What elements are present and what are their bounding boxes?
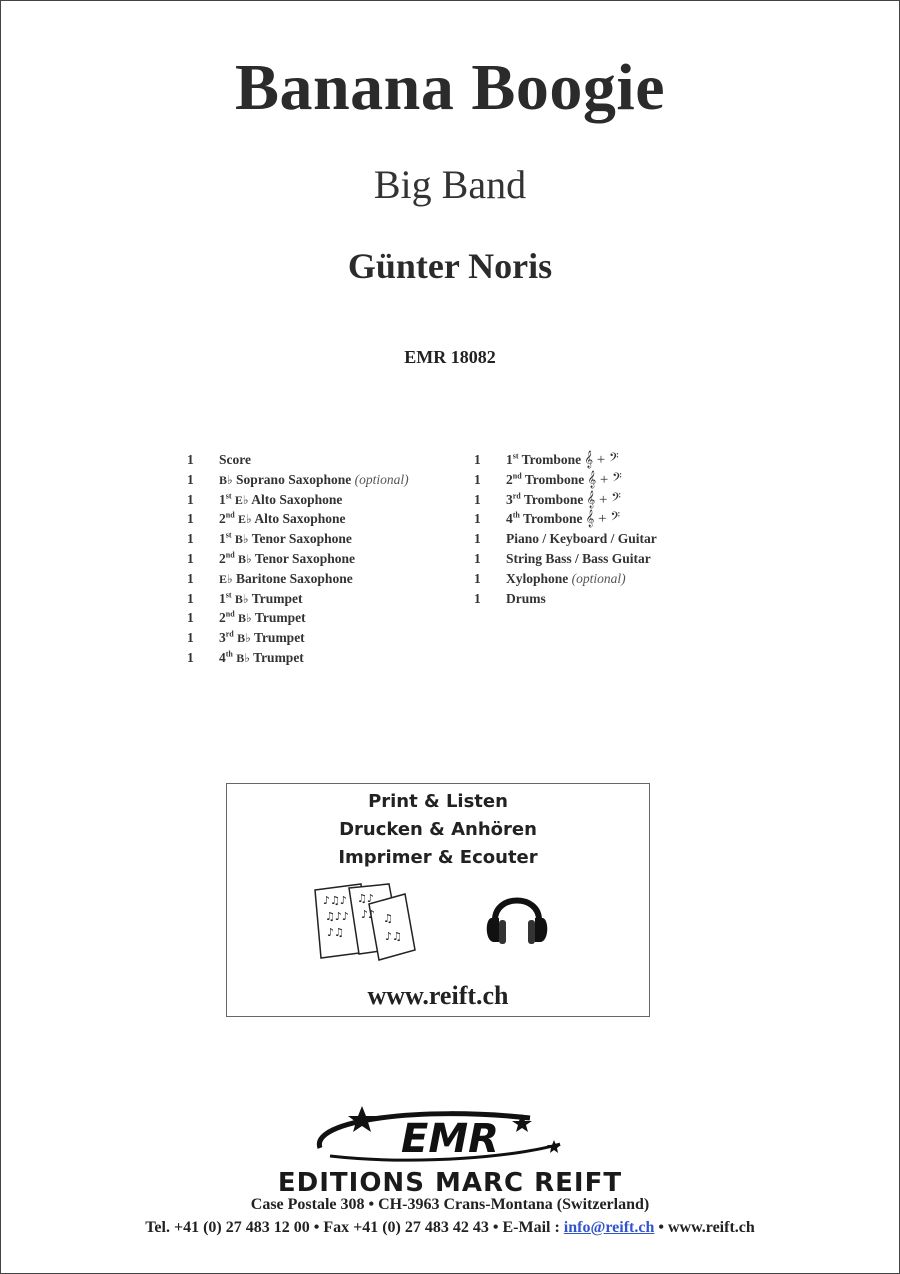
promo-line-french: Imprimer & Ecouter (338, 847, 538, 868)
part-quantity: 1 (474, 511, 481, 527)
clef-icon: 𝄞 + 𝄢 (587, 471, 622, 488)
part-label: Alto Saxophone (251, 491, 343, 507)
part-label: Drums (506, 590, 546, 606)
part-key: B♭ (234, 591, 249, 606)
part-label: Tenor Saxophone (254, 550, 356, 566)
part-ordinal: st (225, 530, 232, 540)
part-quantity: 1 (187, 511, 194, 527)
part-quantity: 1 (187, 610, 194, 626)
parts-list-left (187, 450, 457, 668)
part-ordinal: st (225, 491, 232, 501)
part-ordinal: st (512, 451, 519, 461)
contact-phone-fax: Tel. +41 (0) 27 483 12 00 • Fax +41 (0) 27 483 42 43 • E-Mail : (145, 1219, 564, 1236)
part-quantity: 1 (187, 491, 194, 507)
publisher-name: EDITIONS MARC REIFT (277, 1168, 623, 1198)
part-number: 4 (219, 649, 226, 665)
email-link[interactable]: info@reift.ch (563, 1219, 655, 1236)
promo-line-english: Print & Listen (368, 791, 508, 812)
part-number: 3 (506, 491, 513, 507)
part-key: E♭ (238, 512, 252, 527)
part-quantity: 1 (474, 570, 481, 586)
part-label: Xylophone (506, 570, 569, 586)
part-row (187, 569, 457, 589)
part-quantity: 1 (474, 491, 481, 507)
part-key: E♭ (219, 571, 233, 586)
part-quantity: 1 (187, 452, 194, 467)
part-label: Trombone (524, 471, 585, 487)
part-quantity: 1 (187, 550, 194, 566)
part-row (187, 490, 457, 510)
part-label: Trombone (523, 511, 583, 527)
part-label: Trumpet (254, 610, 306, 626)
part-quantity: 1 (187, 649, 194, 665)
clef-icon: 𝄞 + 𝄢 (584, 452, 619, 468)
print-listen-box (226, 783, 650, 1017)
svg-text:♫: ♫ (383, 912, 393, 925)
part-number: 2 (219, 550, 226, 566)
part-label: Trumpet (253, 630, 305, 646)
part-row (187, 470, 457, 490)
svg-text:♪♫: ♪♫ (385, 930, 402, 943)
promo-website[interactable]: www.reift.ch (367, 981, 509, 1010)
promo-line-german: Drucken & Anhören (339, 819, 537, 840)
part-ordinal: nd (225, 550, 235, 560)
part-number: 2 (219, 610, 226, 626)
catalog-number: EMR 18082 (404, 347, 496, 367)
part-ordinal: th (512, 510, 520, 520)
part-label: Piano / Keyboard / Guitar (506, 531, 657, 547)
part-row (187, 608, 457, 628)
part-label: Trombone (523, 491, 584, 507)
contact-website[interactable]: • www.reift.ch (654, 1219, 755, 1236)
part-quantity: 1 (187, 590, 194, 606)
part-row (474, 549, 734, 569)
part-label: Trombone (521, 452, 582, 467)
part-row (474, 450, 734, 470)
part-ordinal: rd (512, 491, 521, 501)
part-number: 2 (506, 471, 513, 487)
part-quantity: 1 (187, 570, 194, 586)
part-optional-note: (optional) (354, 471, 409, 487)
part-ordinal: rd (225, 629, 234, 639)
svg-text:♪♫: ♪♫ (327, 926, 344, 939)
part-label: Soprano Saxophone (236, 471, 352, 487)
part-row (474, 490, 734, 510)
part-number: 1 (219, 590, 226, 606)
clef-icon: 𝄞 + 𝄢 (586, 491, 621, 508)
clef-icon: 𝄞 + 𝄢 (585, 511, 621, 528)
part-row (187, 509, 457, 529)
part-quantity: 1 (187, 630, 194, 646)
part-row (474, 569, 734, 589)
svg-text:♪♪: ♪♪ (361, 908, 376, 921)
part-quantity: 1 (187, 531, 194, 547)
part-label: Trumpet (253, 649, 304, 665)
part-ordinal: th (225, 649, 233, 659)
part-key: E♭ (234, 492, 249, 507)
part-ordinal: nd (225, 510, 235, 520)
part-row (187, 628, 457, 648)
svg-text:♫♪: ♫♪ (357, 892, 374, 905)
part-optional-note: (optional) (571, 570, 626, 586)
piece-title: Banana Boogie (234, 51, 666, 124)
part-label: String Bass / Bass Guitar (506, 550, 651, 566)
part-key: B♭ (219, 472, 233, 487)
part-quantity: 1 (187, 471, 194, 487)
part-key: B♭ (234, 532, 249, 547)
publisher-address: Case Postale 308 • CH-3963 Crans-Montana (Switzerland) (250, 1196, 650, 1213)
part-number: 1 (506, 452, 513, 467)
part-row (474, 470, 734, 490)
publisher-contact (0, 1219, 900, 1237)
headphones-icon (485, 880, 549, 950)
part-ordinal: nd (225, 609, 235, 619)
part-number: 4 (506, 511, 513, 527)
sheet-music-icon (309, 882, 419, 962)
part-row (474, 529, 734, 549)
part-row (474, 509, 734, 529)
part-label: Baritone Saxophone (236, 570, 353, 586)
part-ordinal: st (225, 590, 232, 600)
part-number: 1 (219, 491, 226, 507)
part-label: Tenor Saxophone (251, 531, 352, 547)
part-row (187, 450, 457, 470)
part-number: 2 (219, 511, 226, 527)
part-row (474, 589, 734, 609)
part-quantity: 1 (474, 452, 481, 467)
part-row (187, 549, 457, 569)
svg-text:♫♪♪: ♫♪♪ (325, 910, 349, 923)
part-label: Score (219, 452, 251, 467)
part-number: 1 (219, 531, 226, 547)
part-key: B♭ (238, 611, 252, 626)
part-number: 3 (219, 630, 226, 646)
part-label: Trumpet (251, 590, 303, 606)
part-quantity: 1 (474, 471, 481, 487)
part-key: B♭ (236, 650, 250, 665)
part-row (187, 648, 457, 668)
emr-logo (300, 1100, 600, 1170)
composer-name: Günter Noris (347, 246, 553, 286)
part-key: B♭ (238, 551, 252, 566)
part-quantity: 1 (474, 590, 481, 606)
part-row (187, 529, 457, 549)
part-quantity: 1 (474, 550, 481, 566)
part-key: B♭ (237, 631, 251, 646)
part-ordinal: nd (512, 471, 522, 481)
parts-list-right (474, 450, 734, 608)
ensemble-subtitle: Big Band (373, 162, 527, 207)
svg-text:EMR: EMR (401, 1116, 499, 1162)
part-label: Alto Saxophone (254, 511, 346, 527)
svg-text:♪♫♪: ♪♫♪ (323, 894, 347, 907)
part-row (187, 589, 457, 609)
part-quantity: 1 (474, 531, 481, 547)
